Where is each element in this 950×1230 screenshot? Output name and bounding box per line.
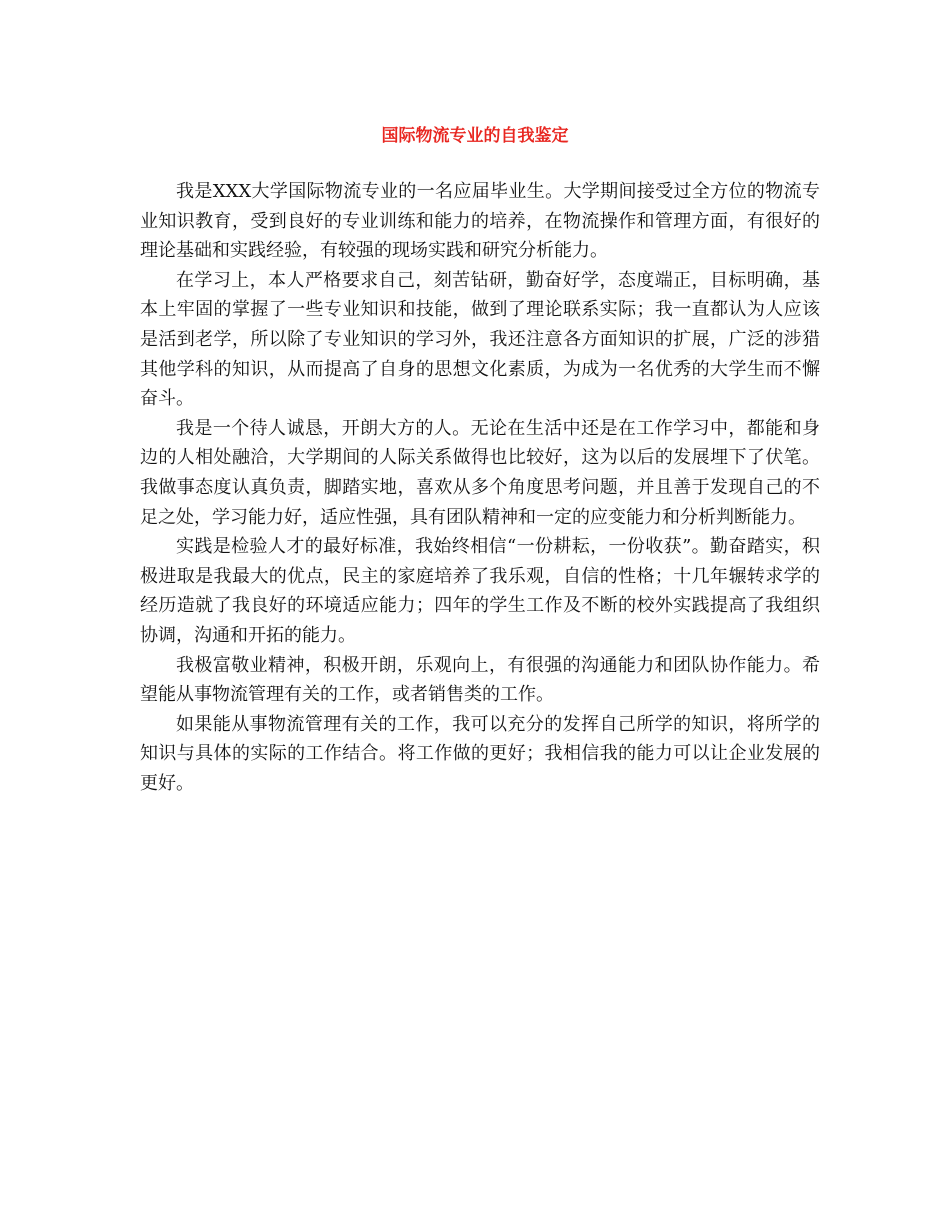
document-title: 国际物流专业的自我鉴定	[381, 126, 569, 146]
document-body	[140, 177, 820, 798]
paragraph: 我是一个待人诚恳，开朗大方的人。无论在生活中还是在工作学习中，都能和身边的人相处融洽，大学期间的人际关系做得也比较好，这为以后的发展埋下了伏笔。我做事态度认真负责，脚踏实地，喜欢从多个角度思考问题，并且善于发现自己的不足之处，学习能力好，适应性强，具有团队精神和一定的应变能力和分析判断能力。	[140, 417, 820, 528]
paragraph: 我极富敬业精神，积极开朗，乐观向上，有很强的沟通能力和团队协作能力。希望能从事物流管理有关的工作，或者销售类的工作。	[140, 654, 820, 706]
paragraph: 在学习上，本人严格要求自己，刻苦钻研，勤奋好学，态度端正，目标明确，基本上牢固的掌握了一些专业知识和技能，做到了理论联系实际；我一直都认为人应该是活到老学，所以除了专业知识的学习外，我还注意各方面知识的扩展，广泛的涉猎其他学科的知识，从而提高了自身的思想文化素质，为成为一名优秀的大学生而不懈奋斗。	[140, 269, 820, 410]
paragraph: 我是XXX大学国际物流专业的一名应届毕业生。大学期间接受过全方位的物流专业知识教育，受到良好的专业训练和能力的培养，在物流操作和管理方面，有很好的理论基础和实践经验，有较强的现场实践和研究分析能力。	[140, 181, 820, 262]
paragraph: 如果能从事物流管理有关的工作，我可以充分的发挥自己所学的知识，将所学的知识与具体的实际的工作结合。将工作做的更好；我相信我的能力可以让企业发展的更好。	[140, 713, 820, 794]
paragraph: 实践是检验人才的最好标准，我始终相信“一份耕耘，一份收获”。勤奋踏实，积极进取是我最大的优点，民主的家庭培养了我乐观，自信的性格；十几年辗转求学的经历造就了我良好的环境适应能力；四年的学生工作及不断的校外实践提高了我组织协调，沟通和开拓的能力。	[140, 536, 820, 646]
